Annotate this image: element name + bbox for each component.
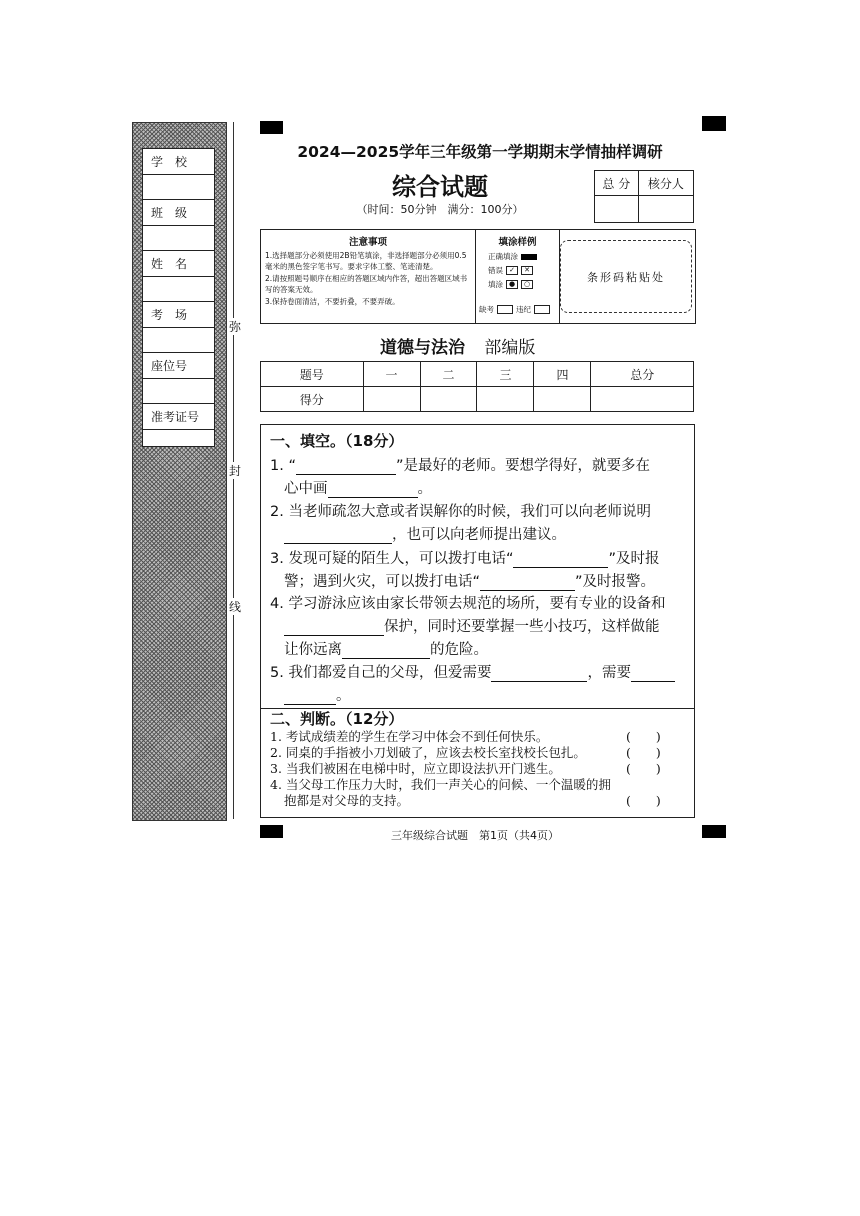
checker-cell[interactable] xyxy=(638,196,693,223)
seal-char-xian: 线 xyxy=(228,600,241,614)
wrong-fill-label: 错误 xyxy=(488,266,503,275)
q1-text-b: ”是最好的老师。要想学得好，就要多在 xyxy=(395,458,650,474)
q5-blank-1[interactable] xyxy=(491,667,587,683)
fill-sample-title: 填涂样例 xyxy=(498,237,537,248)
info-label-name: 姓 名 xyxy=(143,251,214,277)
barcode-label: 条形码粘贴处 xyxy=(587,270,665,284)
registration-mark-top-right xyxy=(702,116,726,131)
info-field-exam-id[interactable] xyxy=(143,430,214,455)
registration-mark-bottom-left xyxy=(260,825,283,838)
correct-fill-label: 正确填涂 xyxy=(488,252,518,261)
q4-text-d: 的危险。 xyxy=(430,642,488,658)
info-field-room[interactable] xyxy=(143,328,214,354)
notice-item-1: 1.选择题部分必须使用2B铅笔填涂，非选择题部分必须用0.5毫米的黑色签字笔书写。要求字体工整、笔迹清楚。 xyxy=(265,251,467,271)
score-header-3: 三 xyxy=(477,362,534,387)
question-4-line-1: 4. 学习游泳应该由家长带领去规范的场所，要有专业的设备和 xyxy=(270,596,666,612)
q5-text-c: 。 xyxy=(336,688,351,704)
q3-text-b: ”及时报 xyxy=(608,551,660,567)
q5-text-b: ，需要 xyxy=(587,665,631,681)
question-1-line-2 xyxy=(284,477,432,498)
q3-text-a: 3. 发现可疑的陌生人，可以拨打电话“ xyxy=(270,551,514,567)
score-header-total: 总分 xyxy=(591,362,694,387)
wrong-fill-label-2: 填涂 xyxy=(488,280,503,289)
q5-blank-2b[interactable] xyxy=(284,690,336,706)
q3-blank-2[interactable] xyxy=(480,576,575,592)
subject-heading xyxy=(380,333,535,358)
score-cell-3[interactable] xyxy=(477,387,534,412)
question-4-line-3 xyxy=(284,638,488,659)
info-label-seat: 座位号 xyxy=(143,353,214,379)
filled-mark-icon xyxy=(521,254,537,260)
q5-blank-2a[interactable] xyxy=(631,667,675,683)
question-5-line-1 xyxy=(270,661,675,682)
q1-text-a: 1. “ xyxy=(270,458,296,474)
judge-bracket-1[interactable]: ( ) xyxy=(626,729,661,744)
question-4-line-2 xyxy=(284,615,660,636)
subject-name: 道德与法治 xyxy=(380,338,465,358)
absent-label: 缺考 xyxy=(479,305,494,314)
seal-char-mi: 弥 xyxy=(228,320,241,334)
info-label-class: 班 级 xyxy=(143,200,214,226)
fill-sample xyxy=(476,230,560,323)
info-label-school: 学 校 xyxy=(143,149,214,175)
info-field-school[interactable] xyxy=(143,175,214,201)
q4-text-b: 保护，同时还要掌握一些小技巧，这样做能 xyxy=(384,619,660,635)
q4-blank-1[interactable] xyxy=(284,621,384,637)
checker-label: 核分人 xyxy=(638,171,693,196)
question-5-line-2 xyxy=(284,684,351,705)
page-footer: 三年级综合试题 第1页（共4页） xyxy=(391,829,559,842)
score-cell-2[interactable] xyxy=(420,387,477,412)
exam-time-info: （时间：50分钟 满分：100分） xyxy=(356,203,524,216)
filled-dot-icon: ● xyxy=(506,280,518,289)
q3-blank-1[interactable] xyxy=(513,553,608,569)
score-header-1: 一 xyxy=(363,362,420,387)
judge-bracket-2[interactable]: ( ) xyxy=(626,745,661,760)
notice-item-2: 2.请按照题号顺序在相应的答题区域内作答，超出答题区域书写的答案无效。 xyxy=(265,274,468,294)
violation-label: 违纪 xyxy=(516,305,531,314)
question-2-line-1: 2. 当老师疏忽大意或者误解你的时候，我们可以向老师说明 xyxy=(270,504,651,520)
q4-blank-2[interactable] xyxy=(342,644,430,660)
student-info-box xyxy=(142,148,215,447)
total-score-box xyxy=(594,170,694,223)
q3-text-c: 警；遇到火灾，可以拨打电话“ xyxy=(284,574,481,590)
q1-text-c: 心中画 xyxy=(284,481,328,497)
absent-box[interactable] xyxy=(497,305,513,314)
wrong-fill-row xyxy=(488,265,559,276)
info-label-exam-id: 准考证号 xyxy=(143,404,214,430)
question-3-line-2 xyxy=(284,570,655,591)
score-row-label: 得分 xyxy=(261,387,364,412)
info-field-class[interactable] xyxy=(143,226,214,252)
info-label-room: 考 场 xyxy=(143,302,214,328)
score-table xyxy=(260,361,694,412)
score-cell-4[interactable] xyxy=(534,387,591,412)
section1-title: 一、填空。（18分） xyxy=(270,432,404,450)
violation-box[interactable] xyxy=(534,305,550,314)
judge-bracket-3[interactable]: ( ) xyxy=(626,761,661,776)
q1-text-d: 。 xyxy=(417,481,432,497)
score-header-2: 二 xyxy=(420,362,477,387)
seal-char-feng: 封 xyxy=(228,464,241,478)
score-header-number: 题号 xyxy=(261,362,364,387)
notice-instructions xyxy=(261,230,476,323)
judge-item-4-line-1: 4. 当父母工作压力大时，我们一声关心的问候、一个温暖的拥 xyxy=(270,777,611,792)
judge-bracket-4[interactable]: ( ) xyxy=(626,793,661,808)
registration-mark-bottom-right xyxy=(702,825,726,838)
registration-mark-top-left xyxy=(260,121,283,134)
cross-mark-icon: ✕ xyxy=(521,266,533,275)
notice-item-3: 3.保持卷面清洁，不要折叠，不要弄破。 xyxy=(265,297,400,306)
wrong-fill-row-2 xyxy=(488,279,559,290)
barcode-area xyxy=(560,240,692,313)
q4-text-c: 让你远离 xyxy=(284,642,342,658)
total-score-label: 总 分 xyxy=(595,171,639,196)
check-mark-icon: ✓ xyxy=(506,266,518,275)
question-2-line-2 xyxy=(284,523,566,544)
total-score-cell[interactable] xyxy=(595,196,639,223)
question-3-line-1 xyxy=(270,547,659,568)
q2-blank[interactable] xyxy=(284,529,392,545)
absent-violation-row xyxy=(479,304,559,315)
exam-title: 2024—2025学年三年级第一学期期末学情抽样调研 xyxy=(297,143,663,161)
q3-text-d: ”及时报警。 xyxy=(575,574,656,590)
score-header-4: 四 xyxy=(534,362,591,387)
judge-item-1: 1. 考试成绩差的学生在学习中体会不到任何快乐。 xyxy=(270,729,549,744)
score-cell-1[interactable] xyxy=(363,387,420,412)
q2-text-b: ，也可以向老师提出建议。 xyxy=(392,527,566,543)
judge-item-2: 2. 同桌的手指被小刀划破了，应该去校长室找校长包扎。 xyxy=(270,745,586,760)
judge-item-3: 3. 当我们被困在电梯中时，应立即设法扒开门逃生。 xyxy=(270,761,561,776)
question-1-line-1 xyxy=(270,454,650,475)
q1-blank-1[interactable] xyxy=(296,460,396,476)
notice-title: 注意事项 xyxy=(348,237,387,248)
section2-title: 二、判断。（12分） xyxy=(270,710,404,728)
score-cell-total[interactable] xyxy=(591,387,694,412)
info-field-name[interactable] xyxy=(143,277,214,303)
subject-edition: 部编版 xyxy=(484,338,536,358)
correct-fill-row xyxy=(488,251,559,262)
q5-text-a: 5. 我们都爱自己的父母，但爱需要 xyxy=(270,665,492,681)
q1-blank-2[interactable] xyxy=(328,483,418,499)
judge-item-4-line-2: 抱都是对父母的支持。 xyxy=(284,793,410,808)
exam-subtitle: 综合试题 xyxy=(392,172,488,201)
info-field-seat[interactable] xyxy=(143,379,214,405)
empty-circle-icon: ○ xyxy=(521,280,533,289)
